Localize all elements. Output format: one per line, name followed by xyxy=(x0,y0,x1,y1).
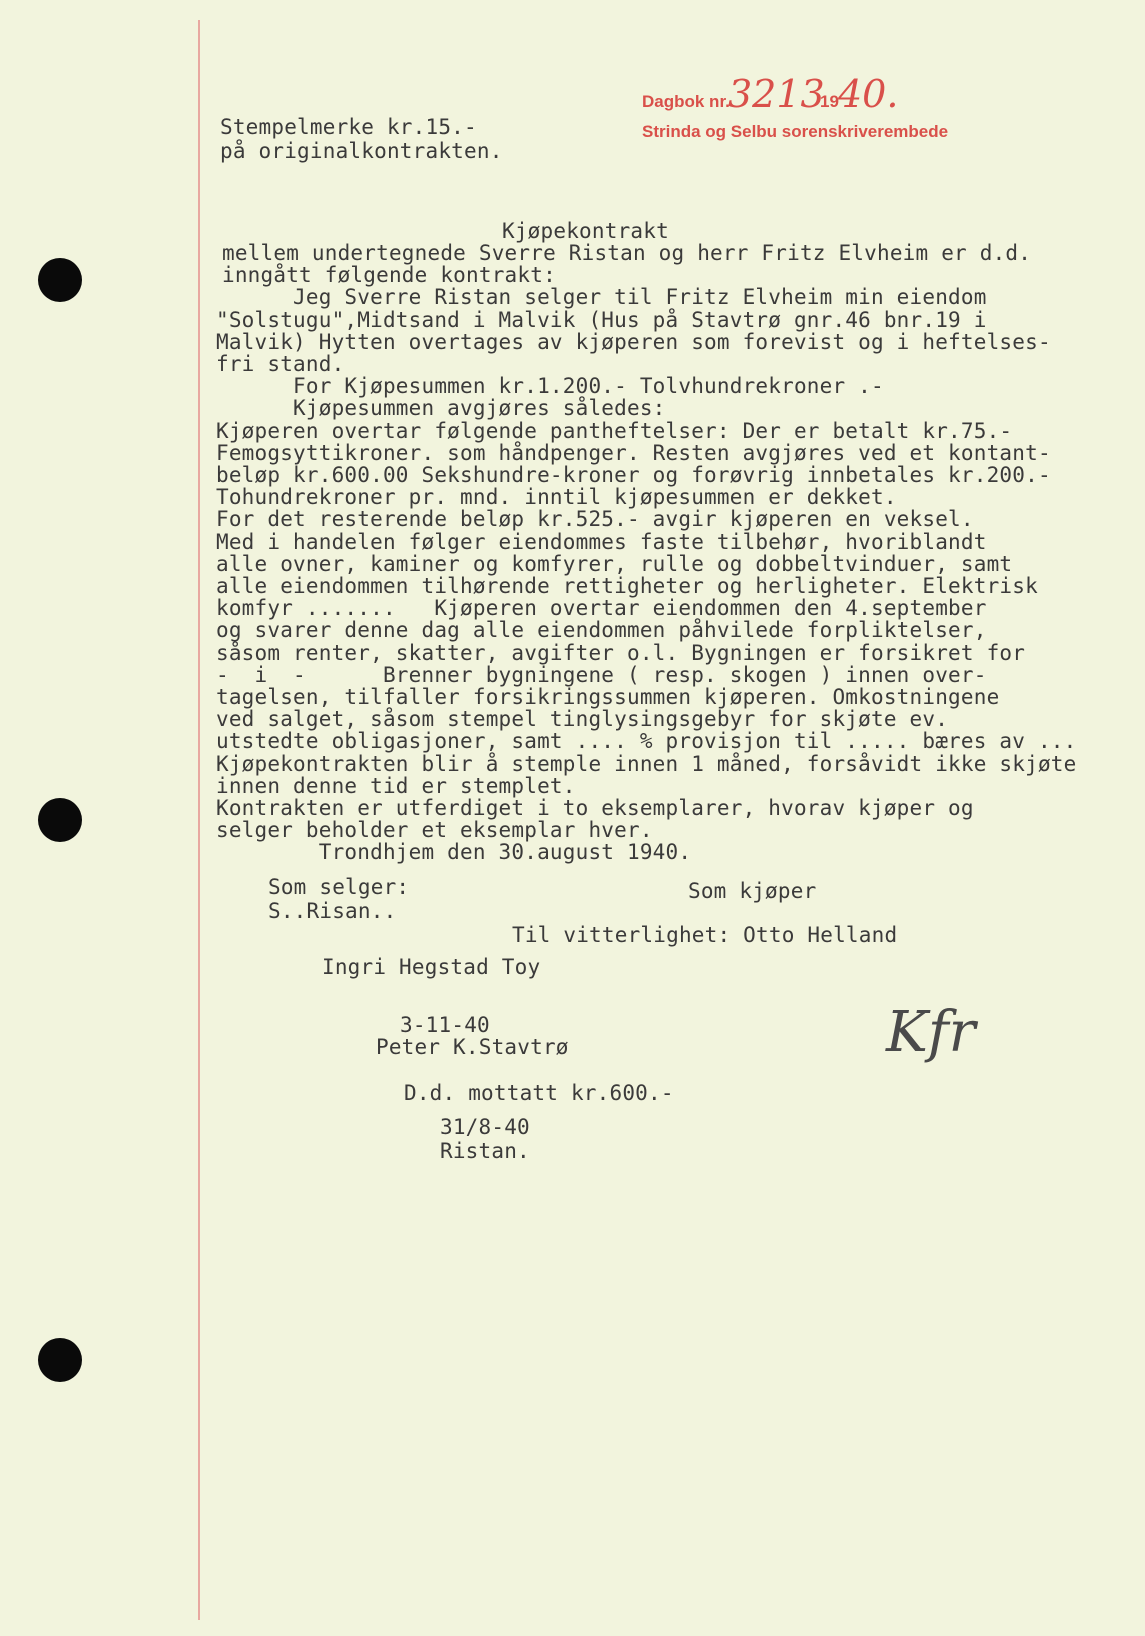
date-3: 31/8-40 xyxy=(440,1115,530,1139)
header-note-line2: på originalkontrakten. xyxy=(220,139,503,163)
punch-hole xyxy=(38,258,82,302)
seller-signature: S..Risan.. xyxy=(268,899,397,923)
contract-line: komfyr ....... Kjøperen overtar eiendommen den 4.september xyxy=(216,596,987,621)
punch-hole xyxy=(38,798,82,842)
contract-line: Malvik) Hytten overtages av kjøperen som forevist og i heftelses- xyxy=(216,329,1051,354)
contract-line: For det resterende beløp kr.525.- avgir kjøperen en veksel. xyxy=(216,507,974,532)
contract-line: alle eiendommen tilhørende rettigheter og herligheter. Elektrisk xyxy=(216,574,1038,598)
contract-line: Kjøpekontrakten blir å stemple innen 1 måned, forsåvidt ikke skjøte xyxy=(216,751,1077,776)
contract-line: innen denne tid er stemplet. xyxy=(216,773,576,798)
contract-line: utstedte obligasjoner, samt .... % provisjon til ..... bæres av ... xyxy=(216,729,1077,754)
contract-line: - i - Brenner bygningene ( resp. skogen ) innen over- xyxy=(216,662,987,687)
contract-line: alle ovner, kaminer og komfyrer, rulle og dobbeltvinduer, samt xyxy=(216,551,1013,576)
contract-line: Med i handelen følger eiendommes faste tilbehør, hvoriblandt xyxy=(216,529,987,554)
seller-label: Som selger: xyxy=(268,875,410,899)
stamp-year-prefix: 19 xyxy=(820,92,839,111)
stamp-dagbok-label: Dagbok nr. xyxy=(642,92,730,111)
received-note: D.d. mottatt kr.600.- xyxy=(404,1081,674,1105)
contract-line: selger beholder et eksemplar hver. xyxy=(216,818,653,843)
name-2: Peter K.Stavtrø xyxy=(376,1035,569,1059)
stamp-dagbok-number: 3213 xyxy=(728,72,825,116)
punch-hole xyxy=(38,1338,82,1382)
witness-2: Ingri Hegstad Toy xyxy=(322,955,541,979)
handwritten-initials: Kfr xyxy=(886,1000,976,1065)
stamp-year-suffix: 40. xyxy=(838,72,899,116)
contract-line: inngått følgende kontrakt: xyxy=(222,263,556,288)
contract-line: mellem undertegnede Sverre Ristan og herr Fritz Elvheim er d.d. xyxy=(222,241,1032,265)
document-title: Kjøpekontrakt xyxy=(502,219,669,243)
contract-line: For Kjøpesummen kr.1.200.- Tolvhundrekroner .- xyxy=(216,374,884,399)
contract-line: tagelsen, tilfaller forsikringssummen kjøperen. Omkostningene xyxy=(216,685,1000,709)
contract-line: fri stand. xyxy=(216,352,345,376)
contract-line: Jeg Sverre Ristan selger til Fritz Elvheim min eiendom xyxy=(216,285,987,310)
witness-line: Til vitterlighet: Otto Helland xyxy=(512,923,898,947)
name-3: Ristan. xyxy=(440,1139,530,1163)
contract-line: beløp kr.600.00 Sekshundre-kroner og forøvrig innbetales kr.200.- xyxy=(216,463,1051,487)
margin-rule xyxy=(198,20,200,1620)
contract-line: Femogsyttikroner. som håndpenger. Resten avgjøres ved et kontant- xyxy=(216,440,1051,465)
contract-line: og svarer denne dag alle eiendommen påhvilede forpliktelser, xyxy=(216,618,987,643)
header-note-line1: Stempelmerke kr.15.- xyxy=(220,115,477,139)
contract-line: Kjøpesummen avgjøres således: xyxy=(216,396,666,421)
date-2: 3-11-40 xyxy=(400,1013,490,1037)
stamp-office: Strinda og Selbu sorenskriverembede xyxy=(642,122,949,141)
buyer-label: Som kjøper xyxy=(688,879,817,903)
contract-line: ved salget, såsom stempel tinglysingsgebyr for skjøte ev. xyxy=(216,707,949,732)
contract-line: Kjøperen overtar følgende pantheftelser: Der er betalt kr.75.- xyxy=(216,418,1013,443)
contract-line: Kontrakten er utferdiget i to eksemplarer, hvorav kjøper og xyxy=(216,796,974,820)
contract-line: Trondhjem den 30.august 1940. xyxy=(216,840,692,865)
contract-line: Tohundrekroner pr. mnd. inntil kjøpesummen er dekket. xyxy=(216,485,897,510)
contract-line: "Solstugu",Midtsand i Malvik (Hus på Stavtrø gnr.46 bnr.19 i xyxy=(216,307,987,332)
contract-line: såsom renter, skatter, avgifter o.l. Bygningen er forsikret for xyxy=(216,640,1026,665)
